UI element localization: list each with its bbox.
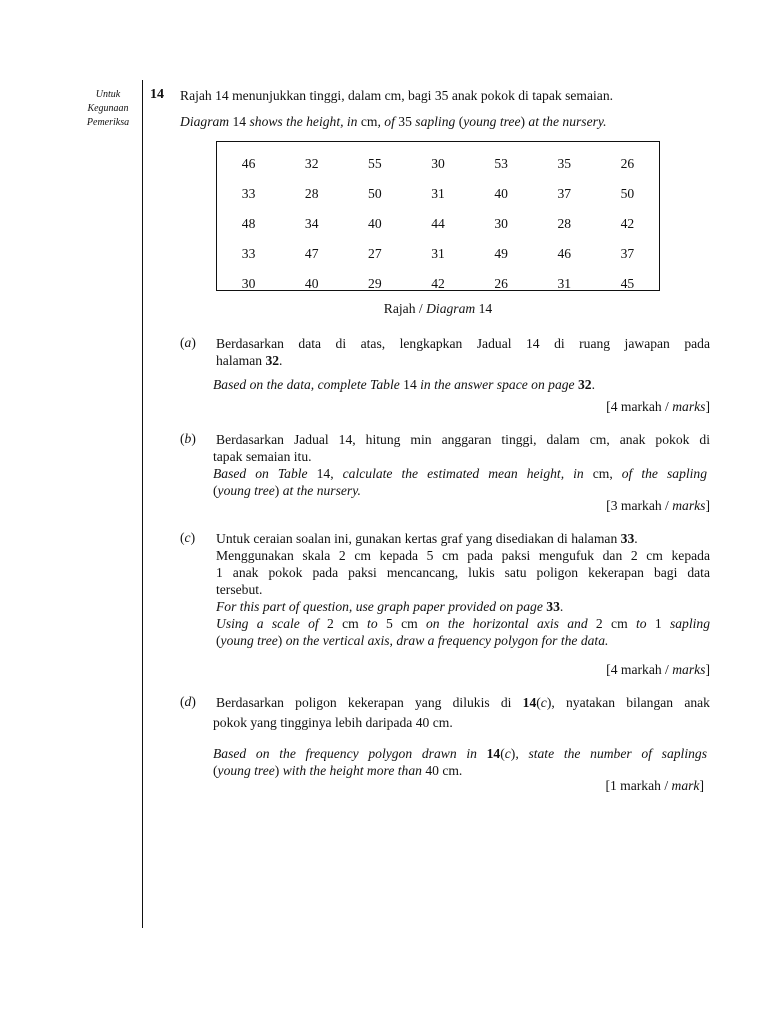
part-b-marks: [3 markah / marks]: [606, 498, 710, 513]
table-cell: 30: [241, 276, 256, 291]
table-cell: 31: [431, 246, 445, 261]
table-cell: 29: [368, 276, 382, 291]
part-d-english-line2: (young tree) with the height more than 40 cm.: [213, 763, 463, 778]
intro-en-part: shows the height, in: [249, 114, 361, 129]
table-cell: 34: [304, 216, 319, 231]
part-b-english-line2: (young tree) at the nursery.: [213, 483, 361, 498]
margin-note-line: Kegunaan: [87, 103, 129, 114]
table-cell: 47: [304, 246, 319, 261]
part-a-malay-line1: Berdasarkan data di atas, lengkapkan Jadual 14 di ruang jawapan pada: [216, 336, 710, 351]
intro-en-part: 35: [398, 114, 412, 129]
table-row: [217, 179, 659, 209]
table-cell: 30: [494, 216, 508, 231]
part-a-malay-line2: halaman 32.: [216, 353, 283, 368]
table-cell: 48: [241, 216, 256, 231]
table-row: [217, 239, 659, 269]
part-b-label: (b): [180, 431, 196, 446]
table-cell: 40: [494, 186, 508, 201]
intro-en-part: cm: [360, 114, 378, 129]
table-cell: 46: [241, 156, 256, 171]
intro-en-part: 14: [229, 114, 250, 129]
table-row: [217, 269, 659, 299]
intro-en-part: ): [520, 114, 526, 129]
table-cell: 50: [368, 186, 382, 201]
table-cell: 55: [368, 156, 382, 171]
part-a-label: (a): [180, 335, 196, 350]
intro-en-part: sapling: [411, 114, 459, 129]
table-cell: 32: [304, 156, 319, 171]
height-data-table: [216, 141, 660, 291]
table-cell: 40: [368, 216, 382, 231]
table-cell: 26: [620, 156, 635, 171]
table-cell: 37: [620, 246, 635, 261]
part-c-malay-line4: tersebut.: [216, 582, 263, 597]
intro-malay: Rajah 14 menunjukkan tinggi, dalam cm, bagi 35 anak pokok di tapak semaian.: [180, 88, 614, 103]
table-cell: 42: [620, 216, 635, 231]
intro-english: [180, 113, 607, 130]
part-c-label: (c): [180, 530, 196, 545]
diagram-caption: [216, 301, 660, 317]
part-d-malay-line1: Berdasarkan poligon kekerapan yang dilukis di 14(c), nyatakan bilangan anak: [216, 695, 710, 710]
table-cell: 27: [368, 246, 382, 261]
caption-prefix: Rajah /: [383, 301, 427, 316]
part-c-malay-line1: Untuk ceraian soalan ini, gunakan kertas graf yang disediakan di halaman 33.: [216, 531, 638, 546]
part-c-marks: [4 markah / marks]: [606, 662, 710, 677]
part-b-malay-line1: Berdasarkan Jadual 14, hitung min anggaran tinggi, dalam cm, anak pokok di: [216, 432, 710, 447]
part-a-english: Based on the data, complete Table 14 in the answer space on page 32.: [213, 377, 595, 392]
margin-divider-line: [142, 80, 143, 928]
table-cell: 46: [557, 246, 572, 261]
part-a-marks: [4 markah / marks]: [606, 399, 710, 414]
part-c-english-line3: (young tree) on the vertical axis, draw a frequency polygon for the data.: [216, 633, 609, 648]
table-cell: 33: [241, 186, 256, 201]
table-cell: 35: [557, 156, 572, 171]
part-c-english-line1: For this part of question, use graph paper provided on page 33.: [216, 599, 564, 614]
table-cell: 53: [494, 156, 508, 171]
caption-suffix: 14: [475, 301, 493, 316]
table-cell: 28: [557, 216, 572, 231]
table-cell: 31: [557, 276, 572, 291]
table-cell: 42: [431, 276, 445, 291]
table-cell: 31: [431, 186, 445, 201]
caption-italic: Diagram: [426, 301, 476, 316]
intro-en-part: Diagram: [180, 114, 230, 129]
table-row: [217, 149, 659, 179]
table-cell: 40: [304, 276, 319, 291]
table-cell: 45: [620, 276, 635, 291]
part-c-malay-line3: 1 anak pokok pada paksi mencancang, lukis satu poligon kekerapan bagi data: [216, 565, 710, 580]
part-d-marks: [1 markah / mark]: [605, 778, 704, 793]
margin-note-line: Untuk: [95, 89, 121, 100]
table-cell: 37: [557, 186, 572, 201]
part-d-malay-line2: pokok yang tingginya lebih daripada 40 cm.: [213, 715, 453, 730]
table-cell: 30: [431, 156, 445, 171]
part-b-english-line1: Based on Table 14, calculate the estimated mean height, in cm, of the sapling: [213, 466, 708, 481]
table-cell: 28: [304, 186, 319, 201]
table-cell: 50: [620, 186, 635, 201]
table-cell: 33: [241, 246, 256, 261]
table-cell: 26: [494, 276, 508, 291]
intro-en-part: young tree: [463, 114, 521, 129]
margin-note-line: Pemeriksa: [86, 117, 130, 128]
part-c-english-line2: Using a scale of 2 cm to 5 cm on the horizontal axis and 2 cm to 1 sapling: [216, 616, 710, 631]
part-c-malay-line2: Menggunakan skala 2 cm kepada 5 cm pada paksi mengufuk dan 2 cm kepada: [216, 548, 710, 563]
part-d-label: (d): [180, 694, 196, 709]
intro-en-part: , of: [377, 114, 399, 129]
question-number: 14: [150, 87, 164, 102]
table-row: [217, 209, 659, 239]
intro-en-part: (: [458, 114, 464, 129]
table-cell: 44: [431, 216, 445, 231]
part-b-malay-line2: tapak semaian itu.: [213, 449, 312, 464]
part-d-english-line1: Based on the frequency polygon drawn in 14(c), state the number of saplings: [213, 746, 707, 761]
intro-en-part: at the nursery.: [525, 114, 607, 129]
examiner-use-note: [72, 88, 144, 130]
table-cell: 49: [494, 246, 508, 261]
